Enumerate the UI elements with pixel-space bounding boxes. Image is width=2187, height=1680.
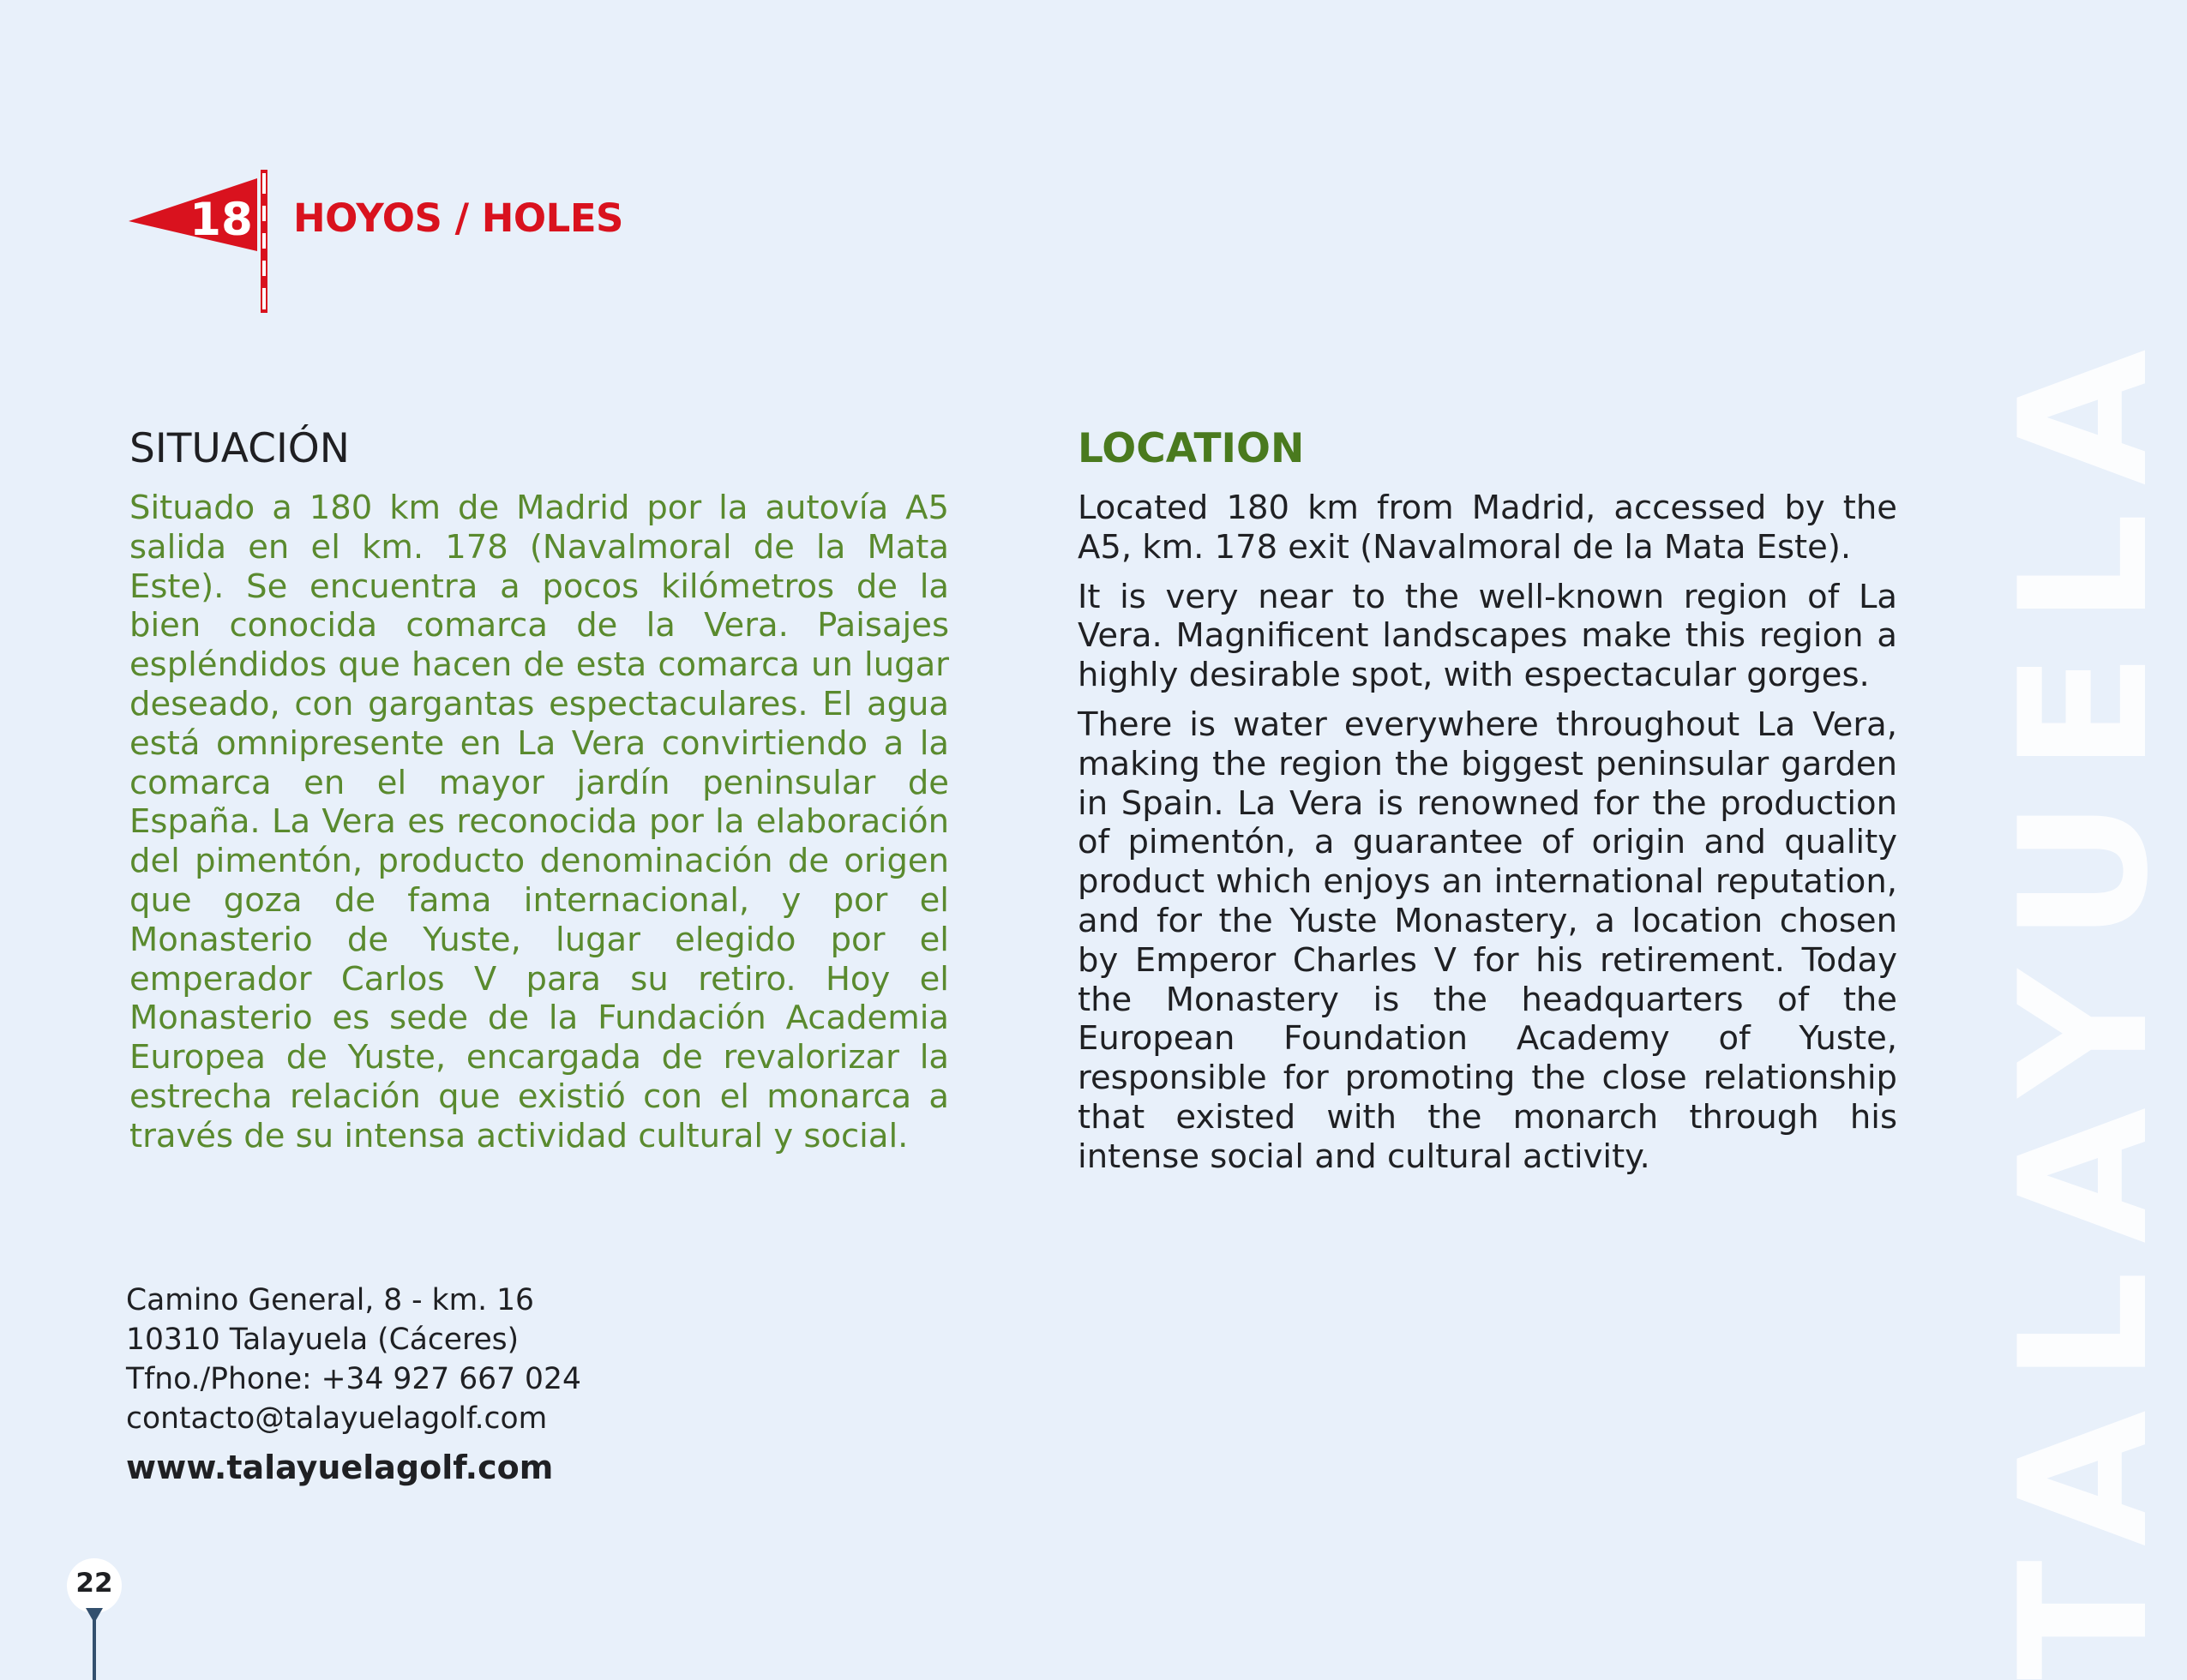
golf-tee-icon [86,1608,103,1680]
flag-number: 18 [189,194,253,246]
address-line-1: Camino General, 8 - km. 16 [126,1283,535,1317]
website-link[interactable]: www.talayuelagolf.com [126,1449,554,1486]
contact-block [126,1281,581,1486]
holes-header [129,170,643,315]
phone-number: Tfno./Phone: +34 927 667 024 [126,1362,581,1396]
location-paragraph-1: Located 180 km from Madrid, accessed by the A5, km. 178 exit (Navalmoral de la Mata Este). [1078,489,1897,567]
situacion-heading: SITUACIÓN [129,425,350,472]
situacion-text: Situado a 180 km de Madrid por la autovía A5 salida en el km. 178 (Navalmoral de la Mata Este). Se encuentra a pocos kilómetros de la bien conocida comarca de la Vera. Paisajes espléndidos que hacen de esta comarca un lugar deseado, con gargantas espectaculares. El agua está omnipresente en La Vera convirtiendo a la comarca en el mayor jardín peninsular de España. La Vera es reconocida por la elaboración del pimentón, producto denominación de origen que goza de fama internacional, y por el Monasterio de Yuste, lugar elegido por el emperador Carlos V para su retiro. Hoy el Monasterio es sede de la Fundación Academia Europea de Yuste, encargada de revalorizar la estrecha relación que existió con el monarca a través de su intensa actividad cultural y social. [129,489,949,1155]
location-heading: LOCATION [1078,425,1305,472]
spanish-column [129,423,949,1156]
page-marker [67,1558,122,1680]
holes-label: HOYOS / HOLES [293,195,623,241]
location-paragraph-2: It is very near to the well-known region of La Vera. Magnificent landscapes make this region a highly desirable spot, with espectacular gorges. [1078,577,1897,695]
address-line-2: 10310 Talayuela (Cáceres) [126,1323,520,1357]
talayuela-watermark: TALAYUELA [1983,321,2187,1680]
location-paragraph-3: There is water everywhere throughout La Vera, making the region the biggest peninsular garden in Spain. La Vera is renowned for the production of pimentón, a guarantee of origin and quality product which enjoys an international reputation, and for the Yuste Monastery, a location chosen by Emperor Charles V for his retirement. Today the Monastery is the headquarters of the European Foundation Academy of Yuste, responsible for promoting the close relationship that existed with the monarch through his intense social and cultural activity. [1078,705,1897,1176]
page-number: 22 [75,1568,113,1599]
english-column [1078,423,1897,1177]
red-flag-icon [129,170,266,315]
email-address[interactable]: contacto@talayuelagolf.com [126,1401,548,1436]
